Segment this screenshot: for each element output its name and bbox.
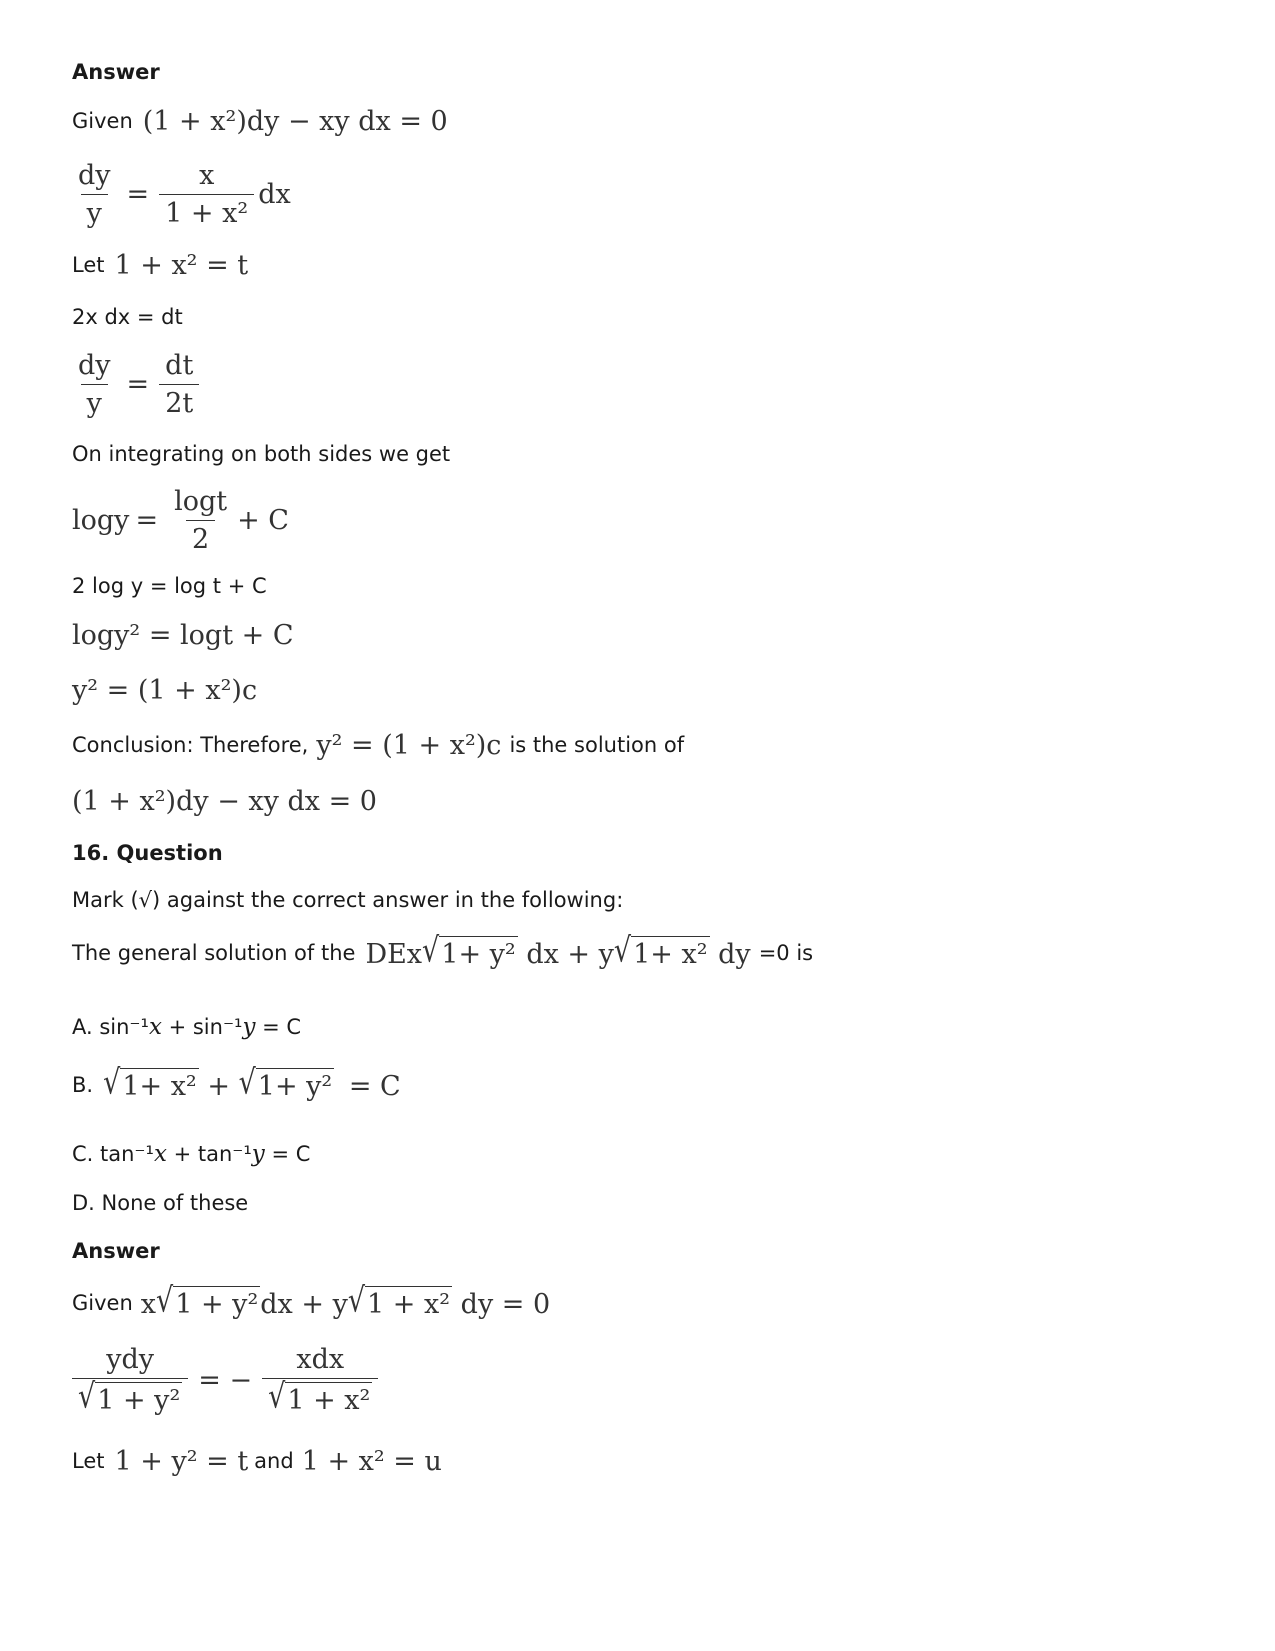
radicand: 1+ x² <box>631 936 709 970</box>
sqrt-term <box>347 1281 452 1320</box>
radical-sign: √ <box>103 1063 121 1102</box>
stem-text: The general solution of the <box>72 940 356 965</box>
fraction-numerator: dy <box>78 160 111 191</box>
stem-eq-part: dy <box>718 939 751 970</box>
conclusion-line <box>72 730 684 761</box>
radicand: 1 + x² <box>285 1382 372 1416</box>
radicand: 1+ y² <box>439 936 517 970</box>
given-line <box>72 106 448 137</box>
rhs-fraction <box>159 350 199 419</box>
given-equation: (1 + x²)dy − xy dx = 0 <box>142 106 448 137</box>
radical-sign: √ <box>156 1281 174 1320</box>
plus-sign: + <box>207 1071 230 1102</box>
radical-sign: √ <box>78 1377 96 1416</box>
rhs-fraction <box>262 1344 378 1416</box>
rhs-fraction <box>159 160 254 229</box>
conclusion-label: Conclusion: Therefore, <box>72 733 309 757</box>
variable-x: x <box>153 1141 167 1167</box>
separation-equation <box>72 160 291 229</box>
fraction-numerator: dy <box>78 350 111 381</box>
log-step-text: 2 log y = log t + C <box>72 574 267 598</box>
given-line <box>72 1281 551 1320</box>
stem-tail: =0 is <box>758 940 814 965</box>
lhs-fraction <box>72 1344 188 1416</box>
fraction-denominator: 2 <box>186 520 215 555</box>
equals-sign: = <box>135 505 159 536</box>
equals-sign: = <box>126 179 150 210</box>
sqrt-term <box>422 931 518 970</box>
radicand: 1 + y² <box>95 1382 182 1416</box>
sqrt-term <box>156 1281 260 1320</box>
sqrt-term <box>613 931 710 970</box>
fraction-denominator <box>262 1378 378 1416</box>
option-a-tail: = C <box>255 1015 302 1039</box>
radical-sign: √ <box>613 931 632 970</box>
fraction-denominator: y <box>81 384 108 419</box>
question-instruction: Mark (√) against the correct answer in the following: <box>72 888 624 912</box>
stem-eq-part: DEx <box>365 939 423 970</box>
option-b <box>72 1063 401 1102</box>
fraction-numerator: x <box>199 160 215 191</box>
variable-y: y <box>242 1014 256 1040</box>
dx-term: dx <box>258 179 291 210</box>
radicand: 1+ y² <box>256 1068 334 1102</box>
given-label: Given <box>72 1290 133 1315</box>
stem-eq-part: dx + y <box>526 939 614 970</box>
lhs-fraction <box>72 350 117 419</box>
differential-line: 2x dx = dt <box>72 305 183 329</box>
stem-equation <box>365 931 751 970</box>
option-b-tail: = C <box>348 1071 401 1102</box>
conclusion-equation: y² = (1 + x²)c <box>316 730 502 761</box>
equals-sign: = <box>126 369 150 400</box>
eq-part: dx + y <box>260 1289 348 1320</box>
sqrt-term <box>238 1063 335 1102</box>
let-label: Let <box>72 253 105 277</box>
fraction-numerator: xdx <box>296 1344 345 1375</box>
option-c-tail: = C <box>264 1142 311 1166</box>
given-label: Given <box>72 109 133 133</box>
integration-text: On integrating on both sides we get <box>72 442 451 466</box>
substitution-line <box>72 250 248 281</box>
substitution-equation: 1 + x² = t <box>114 250 249 281</box>
fraction-numerator: dt <box>165 350 194 381</box>
answer-heading: Answer <box>72 1239 160 1263</box>
radical-sign: √ <box>347 1281 366 1320</box>
fraction-denominator: y <box>81 194 108 229</box>
final-equation: (1 + x²)dy − xy dx = 0 <box>72 786 377 817</box>
eq-part: dy = 0 <box>460 1289 551 1320</box>
answer-heading: Answer <box>72 60 160 84</box>
option-b-label: B. <box>72 1072 94 1097</box>
eq-part: x <box>140 1289 156 1320</box>
radicand: 1 + x² <box>365 1286 452 1320</box>
equals-minus-sign: = − <box>198 1364 253 1396</box>
radical-sign: √ <box>238 1063 256 1102</box>
variable-x: x <box>148 1014 162 1040</box>
given-equation <box>140 1281 551 1320</box>
option-b-equation <box>103 1063 401 1102</box>
constant-term: + C <box>237 505 289 536</box>
substitution-t: 1 + y² = t <box>114 1446 249 1477</box>
solution-equation: y² = (1 + x²)c <box>72 675 258 706</box>
and-text: and <box>254 1449 294 1473</box>
fraction-numerator: ydy <box>106 1344 155 1375</box>
option-c <box>72 1143 310 1166</box>
lhs-fraction <box>72 160 117 229</box>
option-a-prefix: A. sin⁻¹ <box>72 1015 149 1039</box>
let-label: Let <box>72 1449 105 1473</box>
fraction-denominator <box>72 1378 188 1416</box>
radicand: 1 + y² <box>173 1286 260 1320</box>
log-y-term: logy <box>72 505 130 536</box>
fraction-numerator: logt <box>174 486 228 517</box>
option-c-mid: + tan⁻¹ <box>166 1142 252 1166</box>
question-heading: 16. Question <box>72 841 223 865</box>
substituted-equation <box>72 350 203 419</box>
substitution-line <box>72 1446 442 1477</box>
option-d: D. None of these <box>72 1191 249 1215</box>
separated-sqrt-equation <box>72 1344 382 1416</box>
fraction-denominator: 1 + x² <box>159 194 254 229</box>
log-square-equation: logy² = logt + C <box>72 620 294 651</box>
question-stem <box>72 931 814 970</box>
option-c-prefix: C. tan⁻¹ <box>72 1142 154 1166</box>
radicand: 1+ x² <box>120 1068 198 1102</box>
fraction-denominator: 2t <box>159 384 199 419</box>
sqrt-term <box>103 1063 199 1102</box>
substitution-u: 1 + x² = u <box>301 1446 442 1477</box>
integrated-equation <box>72 486 289 555</box>
variable-y: y <box>251 1141 265 1167</box>
radical-sign: √ <box>422 931 440 970</box>
option-a-mid: + sin⁻¹ <box>161 1015 243 1039</box>
option-a <box>72 1016 301 1039</box>
radical-sign: √ <box>268 1377 286 1416</box>
conclusion-tail: is the solution of <box>509 733 685 757</box>
log-t-fraction <box>168 486 233 555</box>
